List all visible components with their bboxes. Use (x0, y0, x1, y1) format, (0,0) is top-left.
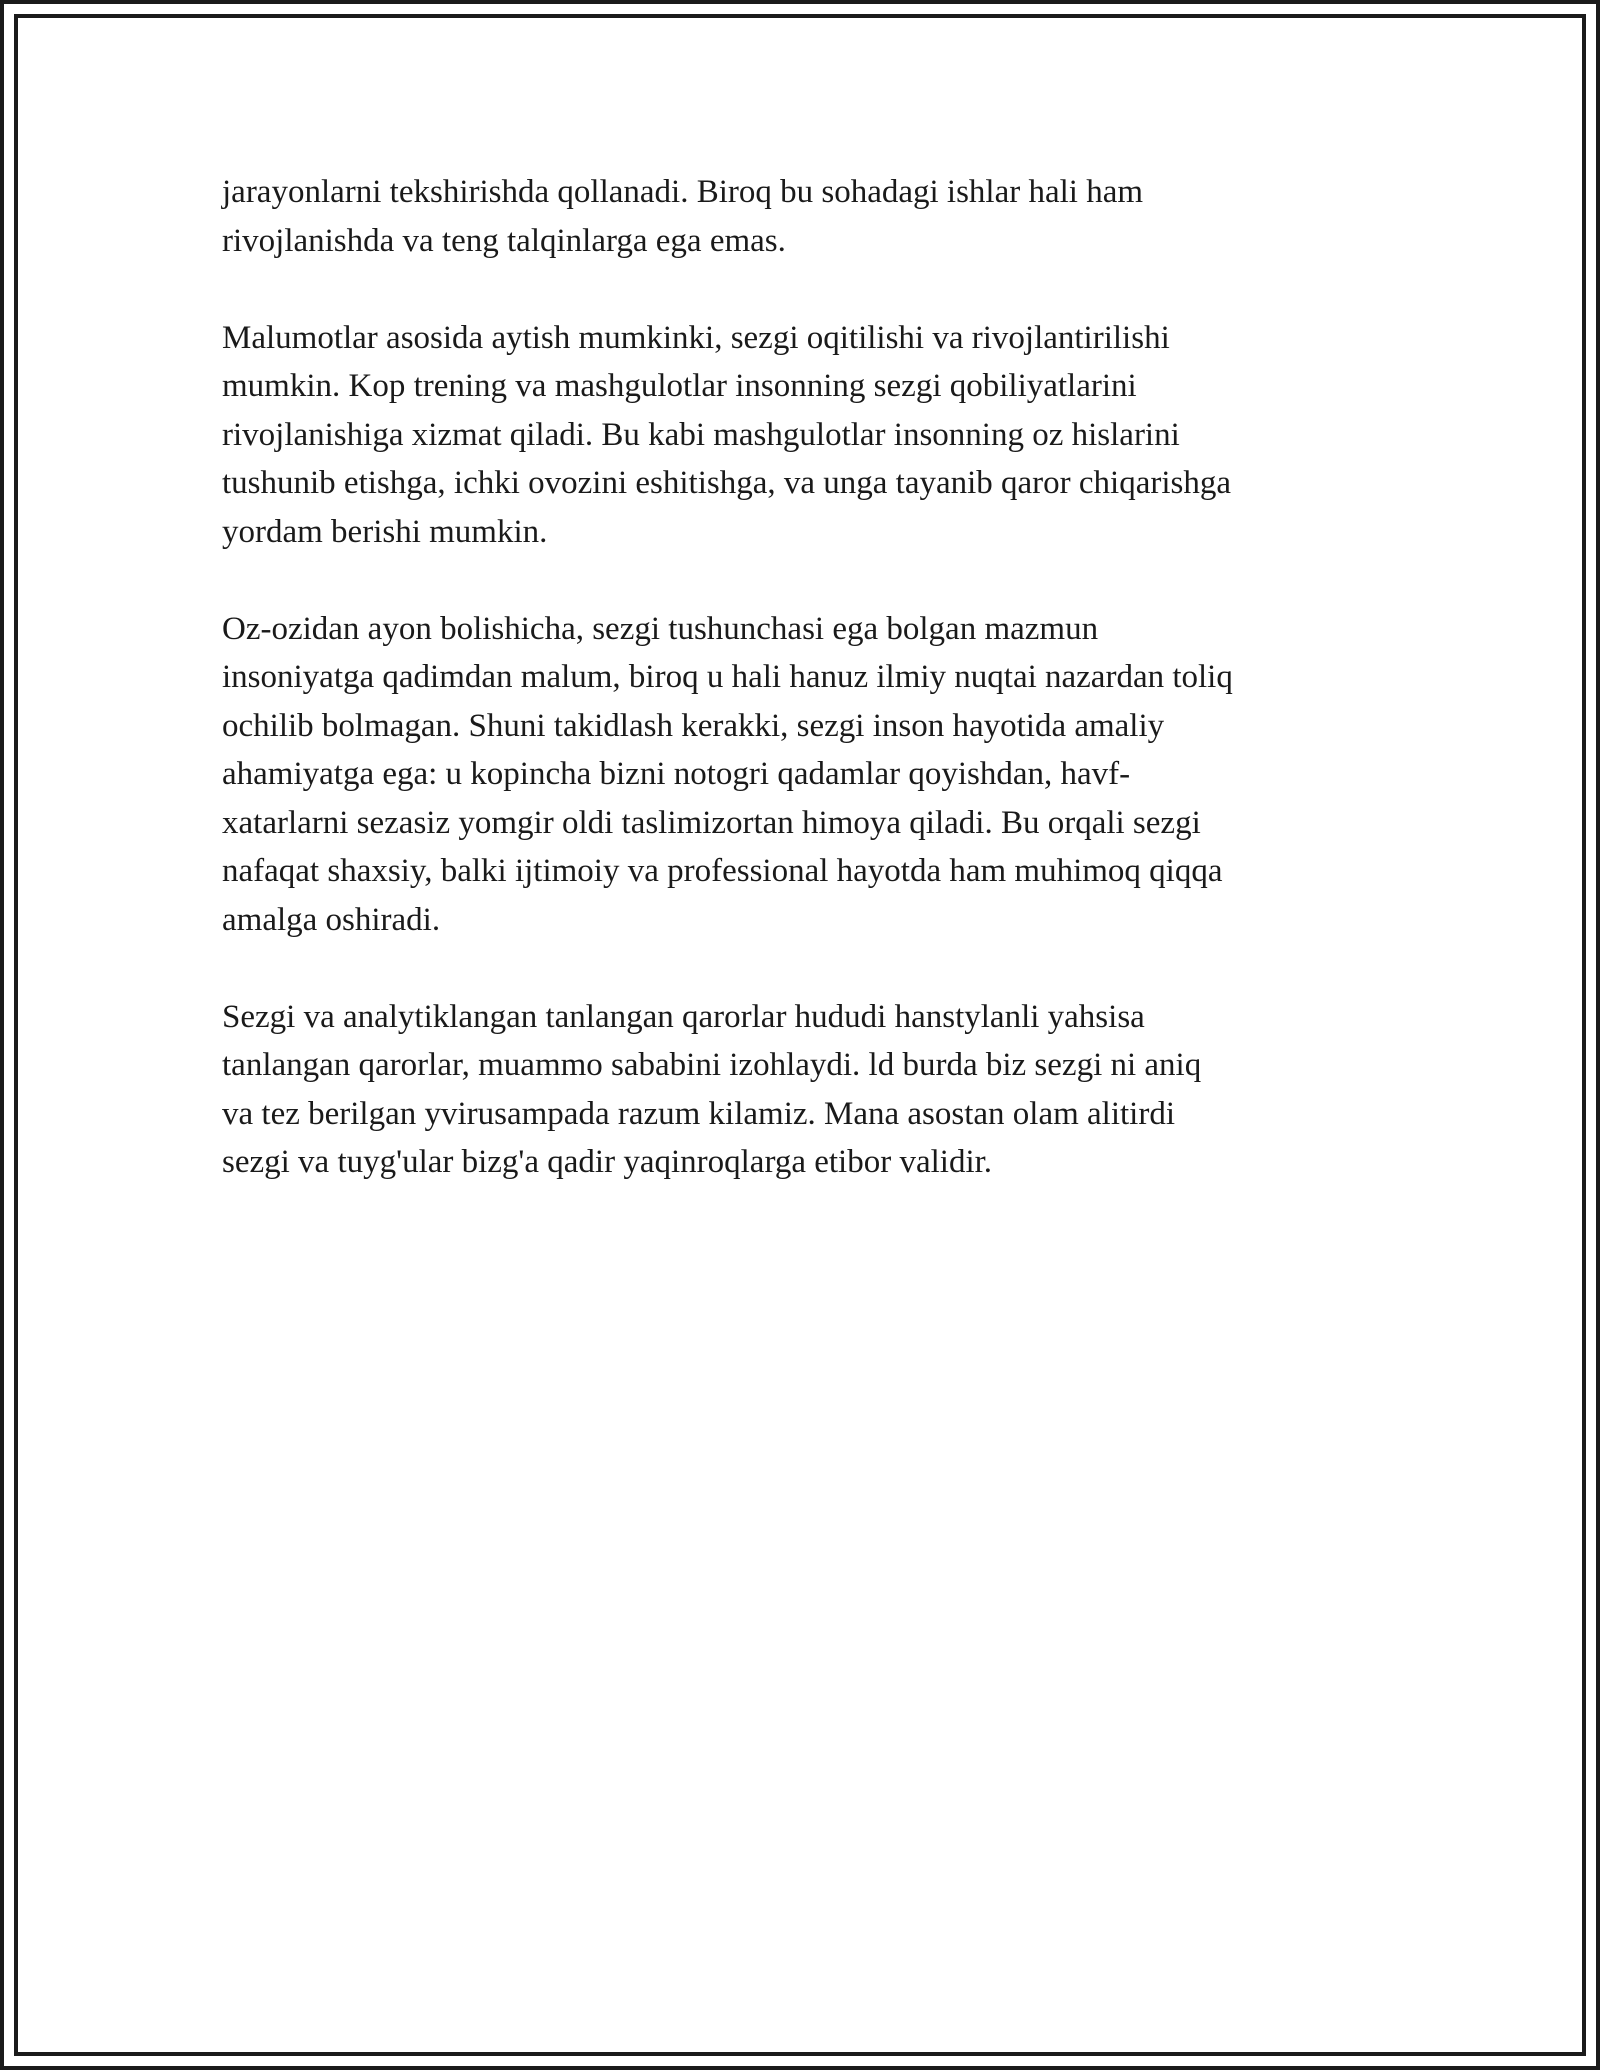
paragraph-2: Malumotlar asosida aytish mumkinki, sezgi oqitilishi va rivojlantirilishi mumkin. Kop trening va mashgulotlar insonning sezgi qobiliyatlarini rivojlanishiga xizmat qiladi. Bu kabi mashgulotlar insonning oz hislarini tushunib etishga, ichki ovozini eshitishga, va unga tayanib qaror chiqarishga yordam berishi mumkin. (222, 319, 1232, 550)
document-body (222, 168, 1372, 1235)
paragraph-4: Sezgi va analytiklangan tanlangan qarorlar hududi hanstylanli yahsisa tanlangan qarorlar, muammo sababini izohlaydi. ld burda biz sezgi ni aniq va tez berilgan yvirusampada razum kilamiz. Mana asostan olam alitirdi sezgi va tuyg'ular bizg'a qadir yaqinroqlarga etibor validir. (222, 998, 1202, 1180)
paragraph-3: Oz-ozidan ayon bolishicha, sezgi tushunchasi ega bolgan mazmun insoniyatga qadimdan malum, biroq u hali hanuz ilmiy nuqtai nazardan toliq ochilib bolmagan. Shuni takidlash kerakki, sezgi inson hayotida amaliy ahamiyatga ega: u kopincha bizni notogri qadamlar qoyishdan, havf- xatarlarni sezasiz yomgir oldi taslimizortan himoya qiladi. Bu orqali sezgi nafaqat shaxsiy, balki ijtimoiy va professional hayotda ham muhimoq qiqqa amalga oshiradi. (222, 610, 1233, 938)
paragraph-1: jarayonlarni tekshirishda qollanadi. Biroq bu sohadagi ishlar hali ham rivojlanishda va teng talqinlarga ega emas. (222, 174, 1144, 259)
